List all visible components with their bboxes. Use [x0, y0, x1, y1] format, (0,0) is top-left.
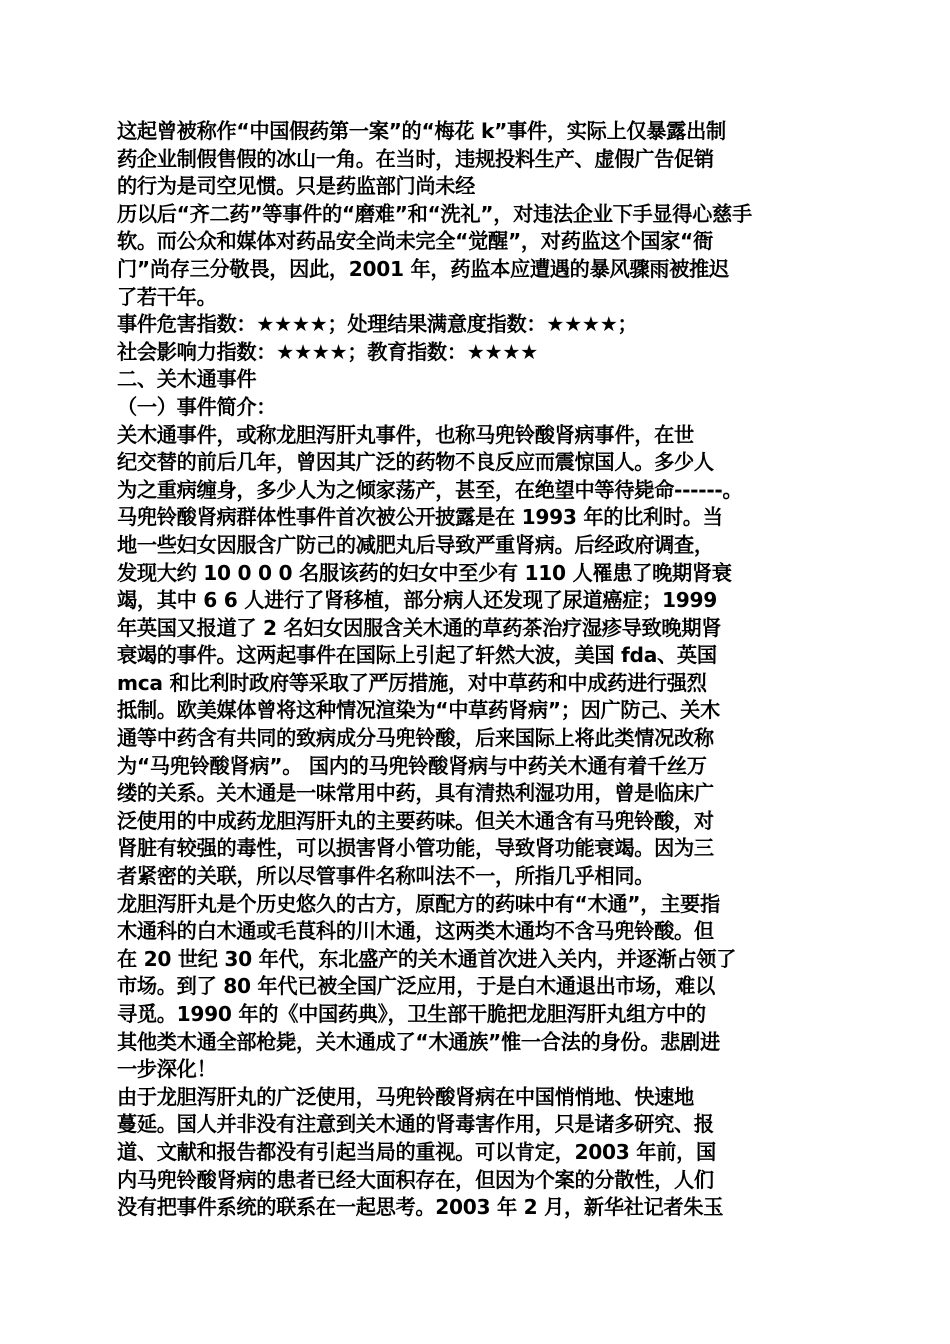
text-line: 事件危害指数：★★★★；处理结果满意度指数：★★★★； — [117, 312, 638, 337]
text-line: 社会影响力指数：★★★★；教育指数：★★★★ — [117, 339, 538, 364]
text-line: 一步深化！ — [117, 1057, 217, 1082]
text-line: 软。而公众和媒体对药品安全尚未完全“觉醒”，对药监这个国家“衙 — [117, 229, 713, 254]
text-line: 这起曾被称作“中国假药第一案”的“梅花 k”事件，实际上仅暴露出制 — [117, 119, 726, 143]
text-line: 寻觅。1990 年的《中国药典》，卫生部干脆把龙胆泻肝丸组方中的 — [117, 1002, 706, 1026]
text-line: （一）事件简介： — [117, 394, 277, 419]
text-line: 没有把事件系统的联系在一起思考。2003 年 2 月，新华社记者朱玉 — [117, 1195, 724, 1220]
text-line: 年英国又报道了 2 名妇女因服含关木通的草药茶治疗湿疹导致晚期肾 — [117, 615, 722, 640]
text-line: 纪交替的前后几年，曾因其广泛的药物不良反应而震惊国人。多少人 — [117, 450, 714, 475]
text-line: 由于龙胆泻肝丸的广泛使用，马兜铃酸肾病在中国悄悄地、快速地 — [117, 1084, 694, 1109]
text-line: 其他类木通全部枪毙，关木通成了“木通族”惟一合法的身份。悲剧进 — [117, 1029, 720, 1054]
body-text — [117, 118, 841, 1222]
text-line: 二、关木通事件 — [117, 367, 257, 392]
text-line: 地一些妇女因服含广防己的减肥丸后导致严重肾病。后经政府调查， — [117, 532, 714, 557]
text-line: 木通科的白木通或毛茛科的川木通，这两类木通均不含马兜铃酸。但 — [117, 919, 714, 944]
text-line: 龙胆泻肝丸是个历史悠久的古方，原配方的药味中有“木通”，主要指 — [117, 891, 720, 916]
text-line: 药企业制假售假的冰山一角。在当时，违规投料生产、虚假广告促销 — [117, 146, 714, 171]
text-line: 内马兜铃酸肾病的患者已经大面积存在，但因为个案的分散性，人们 — [117, 1167, 714, 1192]
text-line: 发现大约 10 0 0 0 名服该药的妇女中至少有 110 人罹患了晚期肾衰 — [117, 560, 732, 585]
text-line: 泛使用的中成药龙胆泻肝丸的主要药味。但关木通含有马兜铃酸，对 — [117, 808, 714, 833]
text-line: 衰竭的事件。这两起事件在国际上引起了轩然大波，美国 fda、英国 — [117, 643, 717, 668]
text-line: 为“马兜铃酸肾病”。 国内的马兜铃酸肾病与中药关木通有着千丝万 — [117, 753, 707, 778]
text-line: 马兜铃酸肾病群体性事件首次被公开披露是在 1993 年的比利时。当 — [117, 505, 723, 530]
text-line: 为之重病缠身，多少人为之倾家荡产，甚至，在绝望中等待毙命------。 — [117, 477, 743, 502]
text-line: 蔓延。国人并非没有注意到关木通的肾毒害作用，只是诸多研究、报 — [117, 1112, 714, 1137]
text-line: 通等中药含有共同的致病成分马兜铃酸，后来国际上将此类情况改称 — [117, 726, 714, 751]
text-line: 了若干年。 — [117, 284, 217, 309]
text-line: 者紧密的关联，所以尽管事件名称叫法不一，所指几乎相同。 — [117, 864, 655, 889]
text-line: 竭，其中 6 6 人进行了肾移植，部分病人还发现了尿道癌症；1999 — [117, 588, 718, 613]
text-line: 肾脏有较强的毒性，可以损害肾小管功能，导致肾功能衰竭。因为三 — [117, 836, 714, 861]
text-line: 关木通事件，或称龙胆泻肝丸事件，也称马兜铃酸肾病事件，在世 — [117, 422, 694, 447]
text-line: 的行为是司空见惯。只是药监部门尚未经 — [117, 174, 476, 199]
text-line: 市场。到了 80 年代已被全国广泛应用，于是白木通退出市场，难以 — [117, 974, 715, 999]
text-line: 缕的关系。关木通是一味常用中药，具有清热利湿功用，曾是临床广 — [117, 781, 714, 806]
text-line: 门”尚存三分敬畏，因此，2001 年，药监本应遭遇的暴风骤雨被推迟 — [117, 256, 729, 281]
text-line: 历以后“齐二药”等事件的“磨难”和“洗礼”，对违法企业下手显得心慈手 — [117, 201, 752, 226]
text-line: mca 和比利时政府等采取了严厉措施，对中草药和中成药进行强烈 — [117, 670, 707, 695]
text-line: 道、文献和报告都没有引起当局的重视。可以肯定，2003 年前，国 — [117, 1139, 716, 1164]
text-line: 抵制。欧美媒体曾将这种情况渲染为“中草药肾病”；因广防己、关木 — [117, 698, 720, 723]
text-line: 在 20 世纪 30 年代，东北盛产的关木通首次进入关内，并逐渐占领了 — [117, 946, 737, 971]
